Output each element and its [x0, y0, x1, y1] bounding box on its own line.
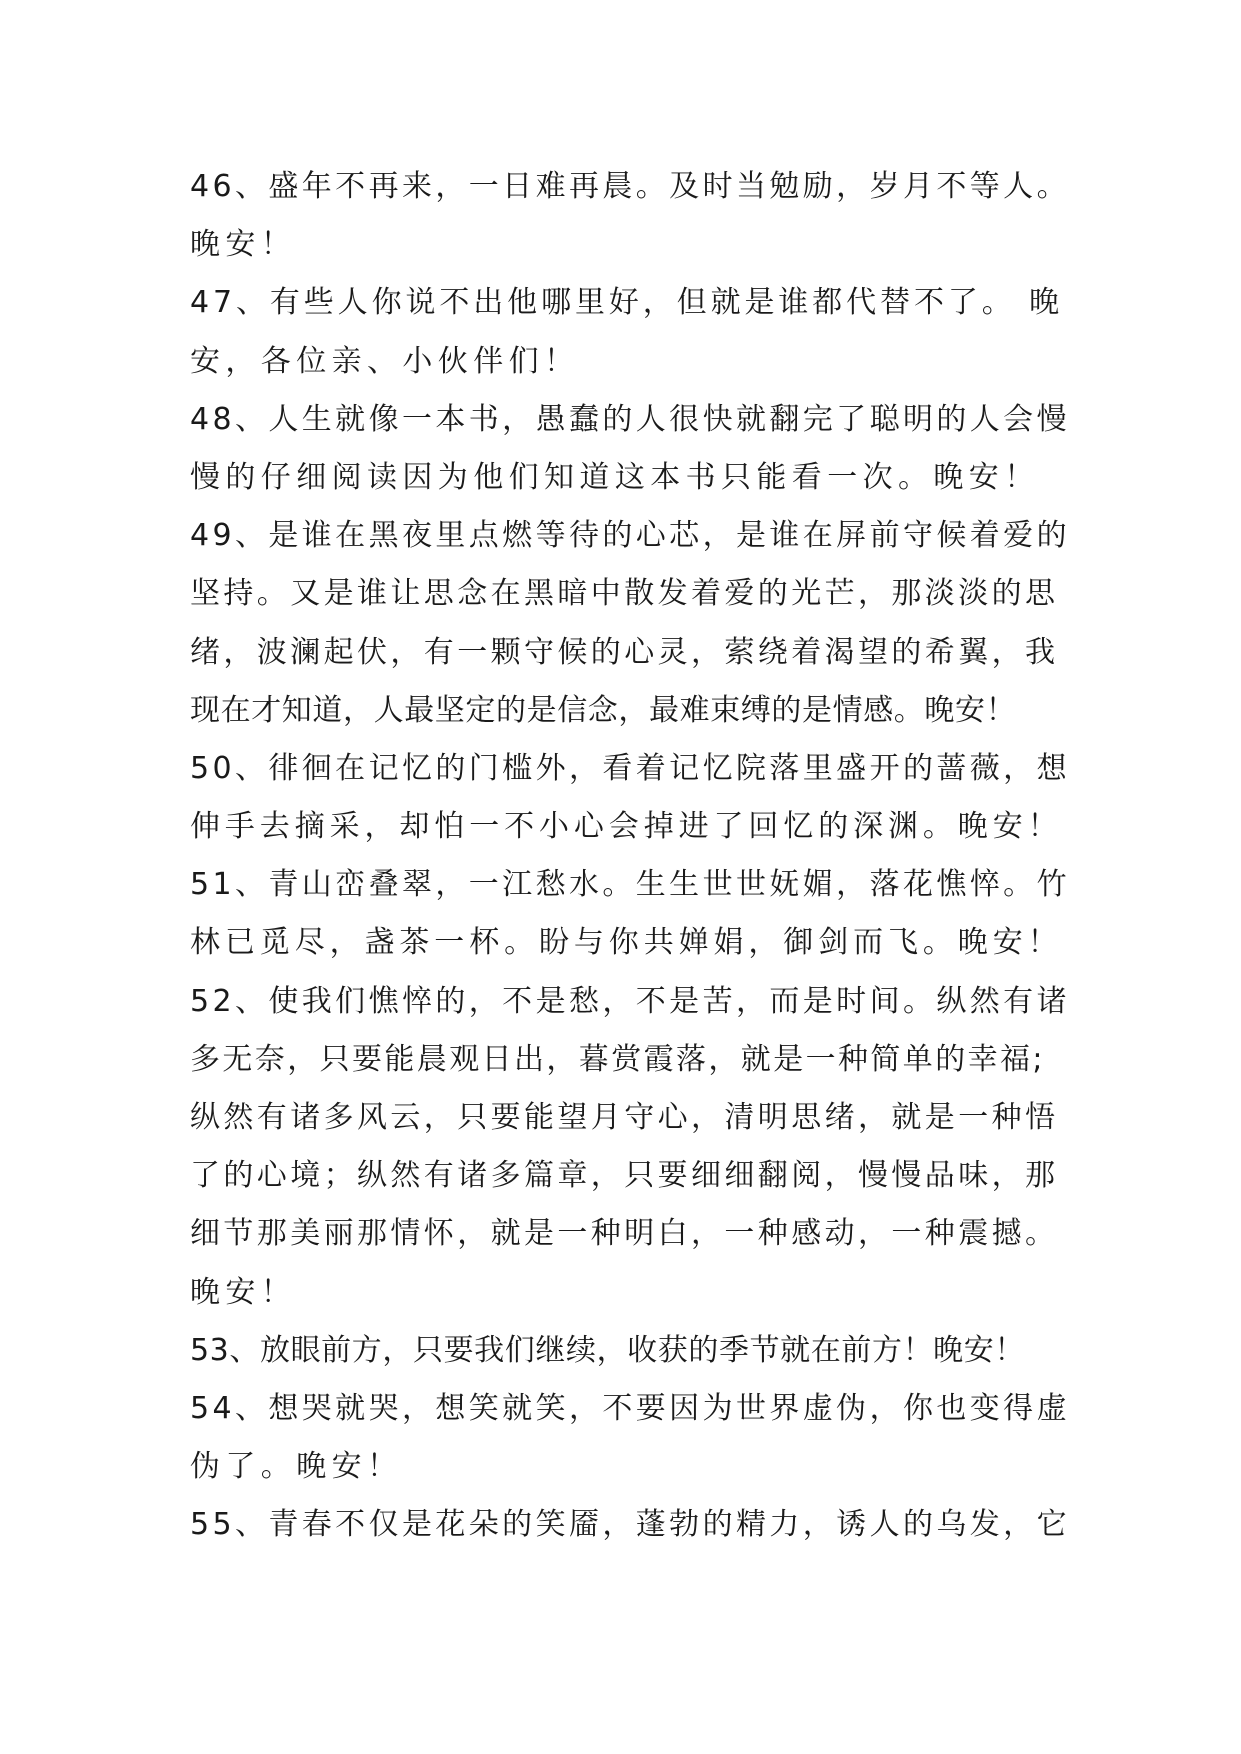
text-line: 了的心境；纵然有诸多篇章，只要细细翻阅，慢慢品味，那: [190, 1158, 1059, 1194]
text-line: 49、是谁在黑夜里点燃等待的心芯，是谁在屏前守候着爱的: [190, 518, 1070, 554]
text-line: 51、青山峦叠翠，一江愁水。生生世世妩媚，落花憔悴。竹: [190, 867, 1070, 903]
text-line: 现在才知道，人最坚定的是信念，最难束缚的是情感。晚安！: [190, 692, 1017, 728]
text-line: 54、想哭就哭，想笑就笑，不要因为世界虚伪，你也变得虚: [190, 1390, 1070, 1426]
text-line: 52、使我们憔悴的，不是愁，不是苦，而是时间。纵然有诸: [190, 983, 1070, 1019]
text-line: 纵然有诸多风云，只要能望月守心，清明思绪，就是一种悟: [190, 1100, 1059, 1135]
text-line: 50、徘徊在记忆的门槛外，看着记忆院落里盛开的蔷薇，想: [190, 750, 1070, 786]
text-line: 安，各位亲、小伙伴们！: [190, 343, 580, 379]
text-line: 绪，波澜起伏，有一颗守候的心灵，萦绕着渴望的希翼，我: [190, 634, 1059, 670]
text-line: 多无奈，只要能晨观日出，暮赏霞落，就是一种简单的幸福;: [190, 1041, 1045, 1077]
text-line: 47、有些人你说不出他哪里好，但就是谁都代替不了。 晚: [190, 285, 1064, 321]
text-line: 伪了。晚安！: [190, 1449, 403, 1485]
text-line: 46、盛年不再来，一日难再晨。及时当勉励，岁月不等人。: [190, 169, 1070, 204]
text-line: 坚持。又是谁让思念在黑暗中散发着爱的光芒，那淡淡的思: [190, 576, 1059, 612]
document-body: [190, 158, 1070, 1555]
text-line: 晚安！: [190, 227, 297, 263]
text-line: 48、人生就像一本书，愚蠢的人很快就翻完了聪明的人会慢: [190, 401, 1070, 437]
text-line: 慢的仔细阅读因为他们知道这本书只能看一次。晚安！: [190, 459, 1040, 495]
text-line: 细节那美丽那情怀，就是一种明白，一种感动，一种震撼。: [190, 1216, 1059, 1252]
text-line: 伸手去摘采，却怕一不小心会掉进了回忆的深渊。晚安！: [190, 809, 1063, 845]
text-line: 55、青春不仅是花朵的笑靥，蓬勃的精力，诱人的乌发，它: [190, 1507, 1070, 1543]
text-line: 晚安！: [190, 1274, 297, 1310]
text-line: 林已觅尽，盏茶一杯。盼与你共婵娟，御剑而飞。晚安！: [190, 925, 1063, 961]
text-line: 53、放眼前方，只要我们继续，收获的季节就在前方！晚安！: [190, 1332, 1025, 1368]
